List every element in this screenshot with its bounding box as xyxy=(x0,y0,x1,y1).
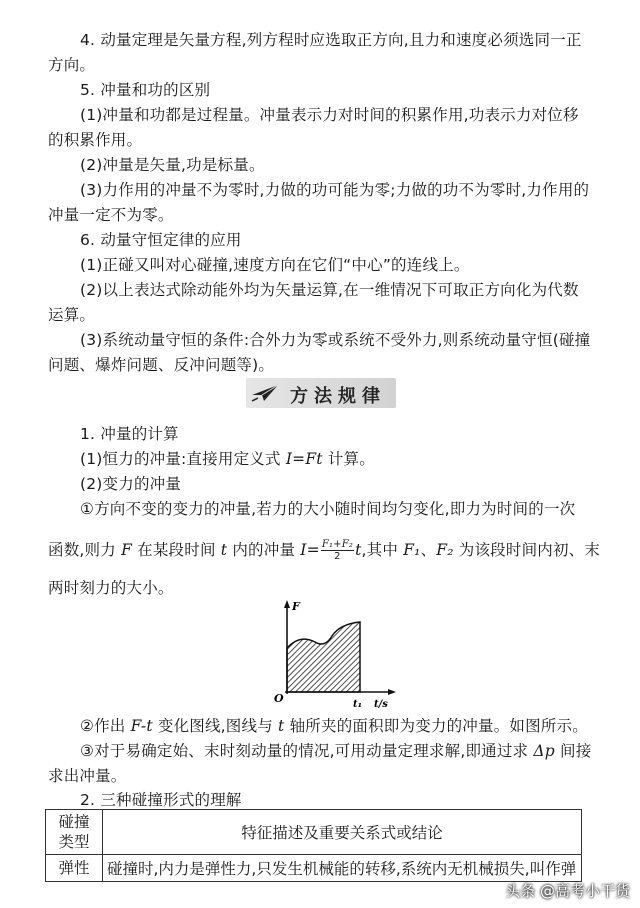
x-axis-arrow xyxy=(388,689,396,695)
paper-plane-icon xyxy=(250,381,280,405)
text-line: 两时刻力的大小。 xyxy=(48,579,174,597)
text-line: 问题、爆炸问题、反冲问题等)。 xyxy=(48,356,275,374)
table-header-cell: 碰撞 类型 xyxy=(46,810,103,855)
text-line: 运算。 xyxy=(48,306,96,324)
impulse-fraction: $\frac{\text{F₁+F₂}}{2}$ xyxy=(321,539,354,562)
text-line: 求出冲量。 xyxy=(48,767,127,785)
section-banner xyxy=(246,378,396,408)
text-line: ①方向不变的变力的冲量,若力的大小随时间均匀变化,即力为时间的一次 xyxy=(80,500,576,518)
t1-label: t₁ xyxy=(353,699,362,710)
text-line: 4. 动量定理是矢量方程,列方程时应选取正方向,且力和速度必须选同一正 xyxy=(80,31,582,49)
banner-title: 方法规律 xyxy=(290,386,386,407)
text-line: 方向。 xyxy=(48,56,96,74)
formula-line: 函数,则力 F 在某段时间 t 内的冲量 I= $\frac{\text{F₁+F₂}}{2}$ t,其中 F₁、F₂ 为该段时间内初、末 xyxy=(48,539,601,562)
text-line: 的积累作用。 xyxy=(48,131,143,149)
table-header-row xyxy=(46,810,582,855)
text-line: (2)以上表达式除动能外均为矢量运算,在一维情况下可取正方向化为代数 xyxy=(80,281,579,299)
table-cell: 碰撞时,内力是弹性力,只发生机械能的转移,系统内无机械损失,叫作弹 xyxy=(103,855,582,882)
y-axis-arrow xyxy=(284,600,290,608)
text-line: (2)冲量是矢量,功是标量。 xyxy=(80,156,265,174)
text-line: ②作出 F-t 变化图线,图线与 t 轴所夹的面积即为变力的冲量。如图所示。 xyxy=(80,717,588,735)
text-line: (1)恒力的冲量:直接用定义式 I=Ft 计算。 xyxy=(80,450,375,468)
x-axis-label: t/s xyxy=(374,699,388,710)
section-heading: 6. 动量守恒定律的应用 xyxy=(80,231,242,249)
text-line: (3)力作用的冲量不为零时,力做的功可能为零;力做的功不为零时,力作用的 xyxy=(80,181,590,199)
collision-table xyxy=(45,809,582,882)
text-line: ③对于易确定始、末时刻动量的情况,可用动量定理求解,即通过求 Δp 间接 xyxy=(80,742,592,760)
watermark: 头条 @高考小干货 xyxy=(505,882,630,900)
y-axis-label: F xyxy=(292,600,300,613)
table-cell: 弹性 xyxy=(46,855,103,882)
table-header-cell: 特征描述及重要关系式或结论 xyxy=(103,810,582,855)
table-row xyxy=(46,855,582,882)
text-line: 冲量一定不为零。 xyxy=(48,206,174,224)
force-time-graph xyxy=(270,598,400,710)
text-line: (3)系统动量守恒的条件:合外力为零或系统不受外力,则系统动量守恒(碰撞 xyxy=(80,331,591,349)
text-line: (1)正碰又叫对心碰撞,速度方向在它们“中心”的连线上。 xyxy=(80,256,470,274)
text-line: (1)冲量和功都是过程量。冲量表示力对时间的积累作用,功表示力对位移 xyxy=(80,106,579,124)
section-heading: 1. 冲量的计算 xyxy=(80,425,179,443)
text-line: (2)变力的冲量 xyxy=(80,475,182,493)
section-heading: 5. 冲量和功的区别 xyxy=(80,81,211,99)
section-heading: 2. 三种碰撞形式的理解 xyxy=(80,791,242,809)
impulse-area xyxy=(287,622,360,692)
origin-label: O xyxy=(274,692,284,705)
